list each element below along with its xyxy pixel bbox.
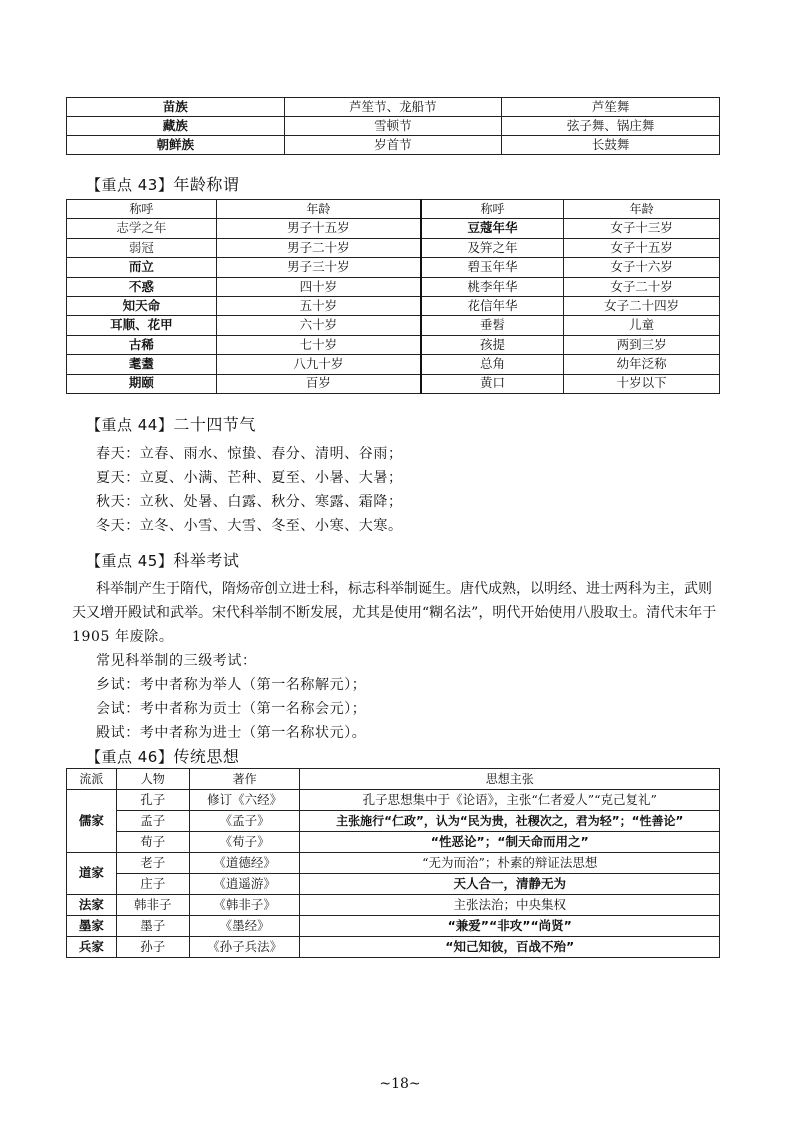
female-title-cell: 碧玉年华 xyxy=(421,258,564,277)
idea-cell: “兼爱”“非攻”“尚贤” xyxy=(300,916,720,937)
exam-paragraph-line: 1905 年废除。 xyxy=(72,629,174,645)
section-title: 科举考试 xyxy=(173,551,240,570)
dance-cell: 弦子舞、锅庄舞 xyxy=(502,117,720,136)
male-title-cell: 耄耋 xyxy=(67,355,217,374)
male-title-cell: 志学之年 xyxy=(67,219,217,238)
female-age-cell: 女子十五岁 xyxy=(564,238,720,257)
ethnic-group-cell: 苗族 xyxy=(67,98,285,117)
work-cell: 《道德经》 xyxy=(189,853,300,874)
idea-cell: “性恶论”；“制天命而用之” xyxy=(300,832,720,853)
exam-paragraph-line: 科举制产生于隋代，隋炀帝创立进士科，标志科举制诞生。唐代成熟，以明经、进士两科为主，武则 xyxy=(96,581,712,597)
winter-terms-line: 冬天：立冬、小雪、大雪、冬至、小寒、大寒。 xyxy=(96,518,403,534)
male-title-cell: 古稀 xyxy=(67,335,217,354)
traditional-thought-table xyxy=(66,768,720,958)
ethnic-group-cell: 藏族 xyxy=(67,117,285,136)
table-row xyxy=(67,316,720,335)
work-cell: 《荀子》 xyxy=(189,832,300,853)
school-cell: 兵家 xyxy=(67,937,117,958)
table-row xyxy=(67,790,720,811)
section-tag: 【重点 45】 xyxy=(86,552,174,570)
provincial-exam-line: 乡试：考中者称为举人（第一名称解元）； xyxy=(96,677,367,693)
festival-cell: 芦笙节、龙船节 xyxy=(284,98,502,117)
table-row xyxy=(67,238,720,257)
column-header: 著作 xyxy=(189,769,300,790)
section-43-heading xyxy=(86,172,239,195)
dance-cell: 芦笙舞 xyxy=(502,98,720,117)
section-tag: 【重点 46】 xyxy=(86,748,174,766)
female-title-cell: 及笄之年 xyxy=(421,238,564,257)
column-header: 称呼 xyxy=(67,200,217,219)
column-header: 人物 xyxy=(116,769,189,790)
male-title-cell: 不惑 xyxy=(67,277,217,296)
section-44-heading xyxy=(86,412,256,435)
idea-cell: 孔子思想集中于《论语》，主张“仁者爱人”“克己复礼” xyxy=(300,790,720,811)
table-row xyxy=(67,374,720,393)
idea-cell: 主张法治；中央集权 xyxy=(300,895,720,916)
section-46-heading xyxy=(86,744,239,767)
idea-cell: 主张施行“仁政”，认为“民为贵，社稷次之，君为轻”；“性善论” xyxy=(300,811,720,832)
female-title-cell: 孩提 xyxy=(421,335,564,354)
metropolitan-exam-line: 会试：考中者称为贡士（第一名称会元）； xyxy=(96,701,367,717)
section-tag: 【重点 43】 xyxy=(86,176,174,194)
person-cell: 墨子 xyxy=(116,916,189,937)
exam-intro-line: 常见科举制的三级考试： xyxy=(96,653,257,669)
table-row xyxy=(67,895,720,916)
male-age-cell: 五十岁 xyxy=(216,296,421,315)
female-title-cell: 垂髫 xyxy=(421,316,564,335)
idea-cell: “知己知彼，百战不殆” xyxy=(300,937,720,958)
school-cell: 道家 xyxy=(67,853,117,895)
work-cell: 《韩非子》 xyxy=(189,895,300,916)
festival-cell: 岁首节 xyxy=(284,136,502,155)
section-tag: 【重点 44】 xyxy=(86,416,174,434)
female-age-cell: 十岁以下 xyxy=(564,374,720,393)
work-cell: 《孙子兵法》 xyxy=(189,937,300,958)
female-title-cell: 桃李年华 xyxy=(421,277,564,296)
section-45-heading xyxy=(86,548,239,571)
female-age-cell: 幼年泛称 xyxy=(564,355,720,374)
work-cell: 修订《六经》 xyxy=(189,790,300,811)
section-title: 传统思想 xyxy=(173,747,240,766)
school-cell: 儒家 xyxy=(67,790,117,853)
male-age-cell: 男子十五岁 xyxy=(216,219,421,238)
person-cell: 韩非子 xyxy=(116,895,189,916)
female-age-cell: 女子二十四岁 xyxy=(564,296,720,315)
table-row xyxy=(67,832,720,853)
person-cell: 庄子 xyxy=(116,874,189,895)
spring-terms-line: 春天：立春、雨水、惊蛰、春分、清明、谷雨； xyxy=(96,446,403,462)
male-title-cell: 而立 xyxy=(67,258,217,277)
school-cell: 墨家 xyxy=(67,916,117,937)
male-age-cell: 男子三十岁 xyxy=(216,258,421,277)
school-cell: 法家 xyxy=(67,895,117,916)
table-row xyxy=(67,355,720,374)
male-title-cell: 期颐 xyxy=(67,374,217,393)
column-header: 流派 xyxy=(67,769,117,790)
table-row xyxy=(67,937,720,958)
autumn-terms-line: 秋天：立秋、处暑、白露、秋分、寒露、霜降； xyxy=(96,494,403,510)
person-cell: 老子 xyxy=(116,853,189,874)
work-cell: 《墨经》 xyxy=(189,916,300,937)
female-age-cell: 儿童 xyxy=(564,316,720,335)
male-age-cell: 百岁 xyxy=(216,374,421,393)
festival-cell: 雪顿节 xyxy=(284,117,502,136)
person-cell: 孙子 xyxy=(116,937,189,958)
section-title: 年龄称谓 xyxy=(173,175,240,194)
female-age-cell: 女子二十岁 xyxy=(564,277,720,296)
table-row xyxy=(67,117,720,136)
column-header: 思想主张 xyxy=(300,769,720,790)
age-title-table xyxy=(66,199,720,394)
column-header: 年龄 xyxy=(564,200,720,219)
female-title-cell: 豆蔻年华 xyxy=(421,219,564,238)
person-cell: 孔子 xyxy=(116,790,189,811)
table-row xyxy=(67,98,720,117)
female-title-cell: 花信年华 xyxy=(421,296,564,315)
work-cell: 《孟子》 xyxy=(189,811,300,832)
female-age-cell: 女子十六岁 xyxy=(564,258,720,277)
male-age-cell: 男子二十岁 xyxy=(216,238,421,257)
idea-cell: 天人合一，清静无为 xyxy=(300,874,720,895)
dance-cell: 长鼓舞 xyxy=(502,136,720,155)
palace-exam-line: 殿试：考中者称为进士（第一名称状元）。 xyxy=(96,725,367,741)
male-title-cell: 知天命 xyxy=(67,296,217,315)
table-row xyxy=(67,811,720,832)
male-age-cell: 四十岁 xyxy=(216,277,421,296)
male-title-cell: 弱冠 xyxy=(67,238,217,257)
idea-cell: “无为而治”；朴素的辩证法思想 xyxy=(300,853,720,874)
festival-table xyxy=(66,97,720,155)
male-age-cell: 七十岁 xyxy=(216,335,421,354)
female-age-cell: 女子十三岁 xyxy=(564,219,720,238)
table-row xyxy=(67,853,720,874)
summer-terms-line: 夏天：立夏、小满、芒种、夏至、小暑、大暑； xyxy=(96,470,403,486)
section-title: 二十四节气 xyxy=(173,415,256,434)
table-row xyxy=(67,277,720,296)
work-cell: 《逍遥游》 xyxy=(189,874,300,895)
table-row xyxy=(67,335,720,354)
column-header: 年龄 xyxy=(216,200,421,219)
table-header-row xyxy=(67,769,720,790)
page-number: ~18~ xyxy=(379,1076,421,1092)
female-title-cell: 黄口 xyxy=(421,374,564,393)
table-row xyxy=(67,916,720,937)
table-row xyxy=(67,296,720,315)
table-row xyxy=(67,219,720,238)
female-title-cell: 总角 xyxy=(421,355,564,374)
table-row xyxy=(67,258,720,277)
person-cell: 荀子 xyxy=(116,832,189,853)
table-row xyxy=(67,136,720,155)
male-age-cell: 六十岁 xyxy=(216,316,421,335)
table-row xyxy=(67,874,720,895)
female-age-cell: 两到三岁 xyxy=(564,335,720,354)
column-header: 称呼 xyxy=(421,200,564,219)
exam-paragraph-line: 天又增开殿试和武举。宋代科举制不断发展，尤其是使用“糊名法”，明代开始使用八股取士。清代末年于 xyxy=(72,605,717,621)
male-age-cell: 八九十岁 xyxy=(216,355,421,374)
male-title-cell: 耳顺、花甲 xyxy=(67,316,217,335)
person-cell: 孟子 xyxy=(116,811,189,832)
table-header-row xyxy=(67,200,720,219)
ethnic-group-cell: 朝鲜族 xyxy=(67,136,285,155)
